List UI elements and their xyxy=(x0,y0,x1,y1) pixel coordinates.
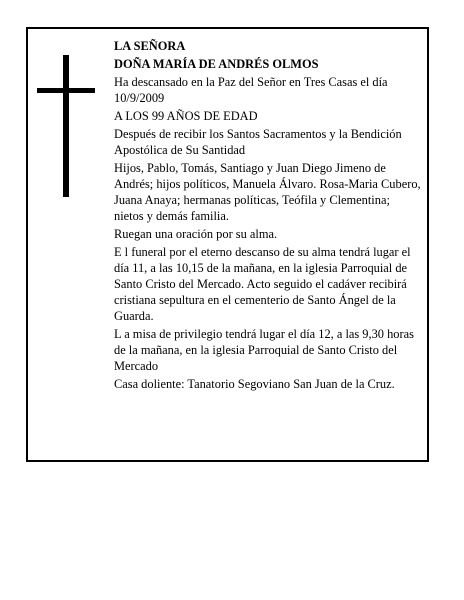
cross-horizontal-bar xyxy=(37,88,95,93)
funeral-details: E l funeral por el eterno descanso de su alma tendrá lugar el día 11, a las 10,15 de la mañana, en la iglesia Parroquial de Santo Cristo del Mercado. Acto seguido el cadáver recibirá cristiana sepultura en el cementerio de Santo Ángel de la Guarda. xyxy=(114,245,411,323)
death-statement: Ha descansado en la Paz del Señor en Tres Casas el día 10/9/2009 xyxy=(114,75,388,105)
sacraments-statement: Después de recibir los Santos Sacramentos y la Bendición Apostólica de Su Santidad xyxy=(114,127,402,157)
deceased-name: DOÑA MARÍA DE ANDRÉS OLMOS xyxy=(114,57,319,71)
prayer-request: Ruegan una oración por su alma. xyxy=(114,227,278,241)
family-list: Hijos, Pablo, Tomás, Santiago y Juan Diego Jimeno de Andrés; hijos políticos, Manuela Álvaro. Rosa-Maria Cubero, Juana Anaya; hermanas políticas, Teófila y Clementina; nietos y demás familia. xyxy=(114,161,421,223)
mass-details: L a misa de privilegio tendrá lugar el día 12, a las 9,30 horas de la mañana, en la iglesia Parroquial de Santo Cristo del Mercado xyxy=(114,327,414,373)
mourning-home: Casa doliente: Tanatorio Segoviano San Juan de la Cruz. xyxy=(114,377,395,391)
cross-vertical-bar xyxy=(63,55,69,197)
notice-title: LA SEÑORA xyxy=(114,39,186,53)
obituary-text xyxy=(114,38,422,394)
age-statement: A LOS 99 AÑOS DE EDAD xyxy=(114,109,258,123)
